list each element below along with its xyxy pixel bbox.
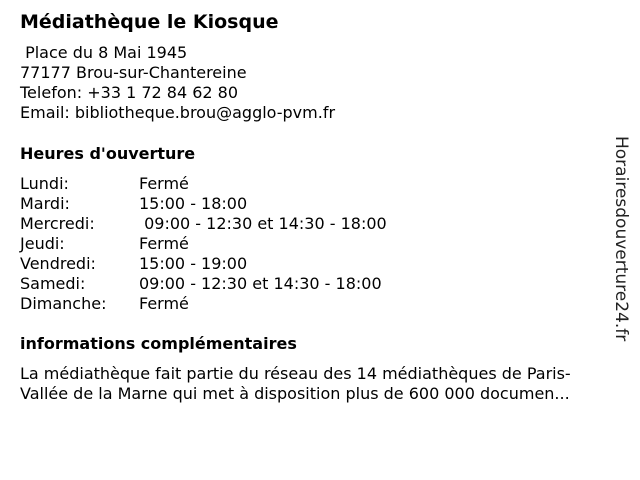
hours-day: Mardi: — [20, 194, 70, 213]
hours-time: Fermé — [139, 234, 189, 253]
hours-time: Fermé — [139, 294, 189, 313]
watermark — [610, 136, 632, 346]
address-city: 77177 Brou-sur-Chantereine — [20, 63, 247, 82]
phone-number: Telefon: +33 1 72 84 62 80 — [20, 83, 239, 102]
email-address: Email: bibliotheque.brou@agglo-pvm.fr — [20, 103, 336, 122]
hours-time: 15:00 - 18:00 — [139, 194, 248, 213]
hours-time: 09:00 - 12:30 et 14:30 - 18:00 — [139, 274, 382, 293]
hours-day: Vendredi: — [20, 254, 96, 273]
info-description — [20, 364, 620, 404]
watermark-text: Horairesdouverture24.fr — [611, 136, 631, 342]
hours-day: Mercredi: — [20, 214, 95, 233]
hours-day: Lundi: — [20, 174, 69, 193]
hours-heading: Heures d'ouverture — [20, 144, 196, 163]
info-line: La médiathèque fait partie du réseau des 14 médiathèques de Paris- — [20, 364, 571, 383]
hours-time: 09:00 - 12:30 et 14:30 - 18:00 — [139, 214, 387, 233]
hours-day: Dimanche: — [20, 294, 107, 313]
hours-day: Jeudi: — [20, 234, 65, 253]
address-street: Place du 8 Mai 1945 — [20, 43, 188, 62]
hours-day: Samedi: — [20, 274, 86, 293]
page-title: Médiathèque le Kiosque — [20, 11, 279, 33]
address-block — [20, 43, 335, 123]
hours-time: Fermé — [139, 174, 189, 193]
hours-time: 15:00 - 19:00 — [139, 254, 248, 273]
info-heading: informations complémentaires — [20, 334, 297, 353]
info-line: Vallée de la Marne qui met à disposition plus de 600 000 documen... — [20, 384, 570, 403]
